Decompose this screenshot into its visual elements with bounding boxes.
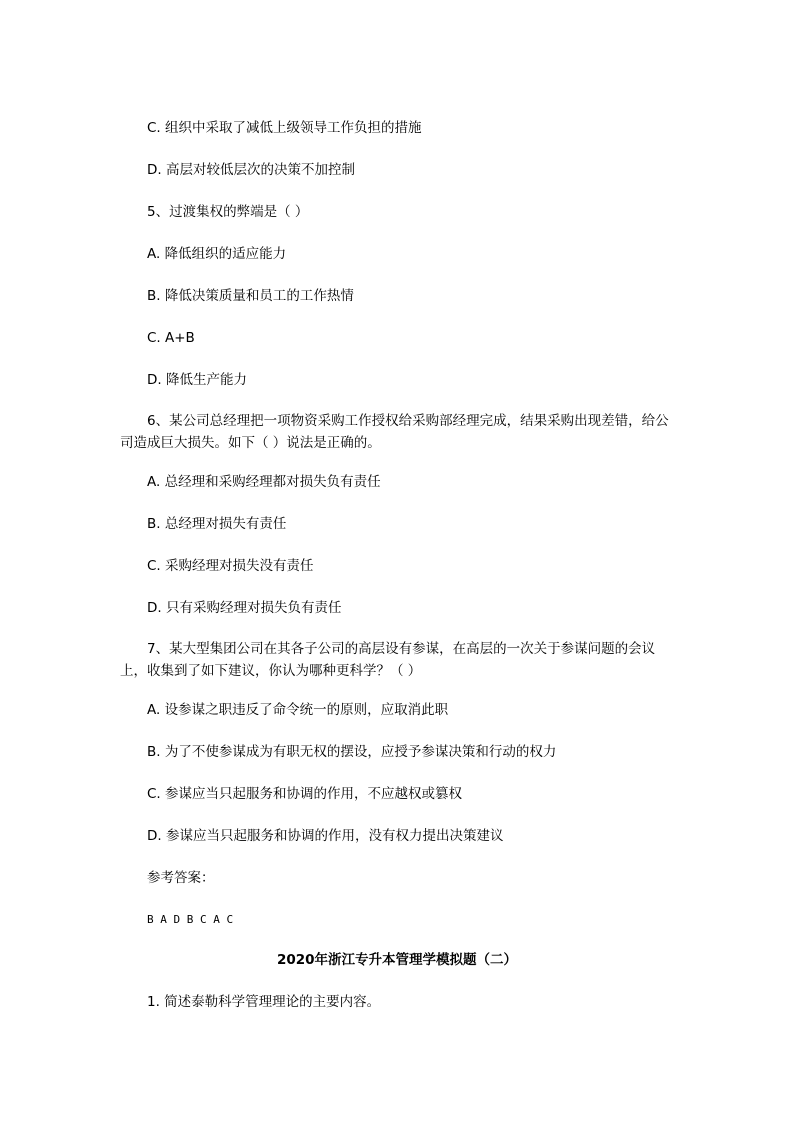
q7-option-d: D. 参谋应当只起服务和协调的作用，没有权力提出决策建议 xyxy=(147,828,504,844)
section-title: 2020年浙江专升本管理学模拟题（二） xyxy=(276,952,518,968)
q7-option-b: B. 为了不使参谋成为有职无权的摆设，应授予参谋决策和行动的权力 xyxy=(147,744,557,760)
q6-option-d: D. 只有采购经理对损失负有责任 xyxy=(147,600,342,616)
q7-option-a: A. 设参谋之职违反了命令统一的原则，应取消此职 xyxy=(147,702,449,718)
q5-option-b: B. 降低决策质量和员工的工作热情 xyxy=(147,288,354,304)
q6-option-b: B. 总经理对损失有责任 xyxy=(147,516,287,532)
q4-option-d: D. 高层对较低层次的决策不加控制 xyxy=(147,162,355,178)
answers-value: B A D B C A C xyxy=(147,913,234,926)
q4-option-c: C. 组织中采取了减低上级领导工作负担的措施 xyxy=(147,120,422,136)
q6-option-a: A. 总经理和采购经理都对损失负有责任 xyxy=(147,474,381,490)
q5-question: 5、过渡集权的弊端是（ ） xyxy=(147,204,309,220)
q6-option-c: C. 采购经理对损失没有责任 xyxy=(147,558,314,574)
q5-option-c: C. A+B xyxy=(147,330,195,346)
q5-option-d: D. 降低生产能力 xyxy=(147,372,247,388)
q7-question: 7、某大型集团公司在其各子公司的高层设有参谋，在高层的一次关于参谋问题的会议上，收集到了如下建议，你认为哪种更科学？（ ） xyxy=(120,641,656,679)
q7-option-c: C. 参谋应当只起服务和协调的作用，不应越权或篡权 xyxy=(147,786,463,802)
section2-q1: 1. 简述泰勒科学管理理论的主要内容。 xyxy=(147,994,381,1010)
q6-question: 6、某公司总经理把一项物资采购工作授权给采购部经理完成，结果采购出现差错，给公司造成巨大损失。如下（ ）说法是正确的。 xyxy=(120,413,669,451)
answers-label: 参考答案： xyxy=(147,870,215,886)
q5-option-a: A. 降低组织的适应能力 xyxy=(147,246,287,262)
